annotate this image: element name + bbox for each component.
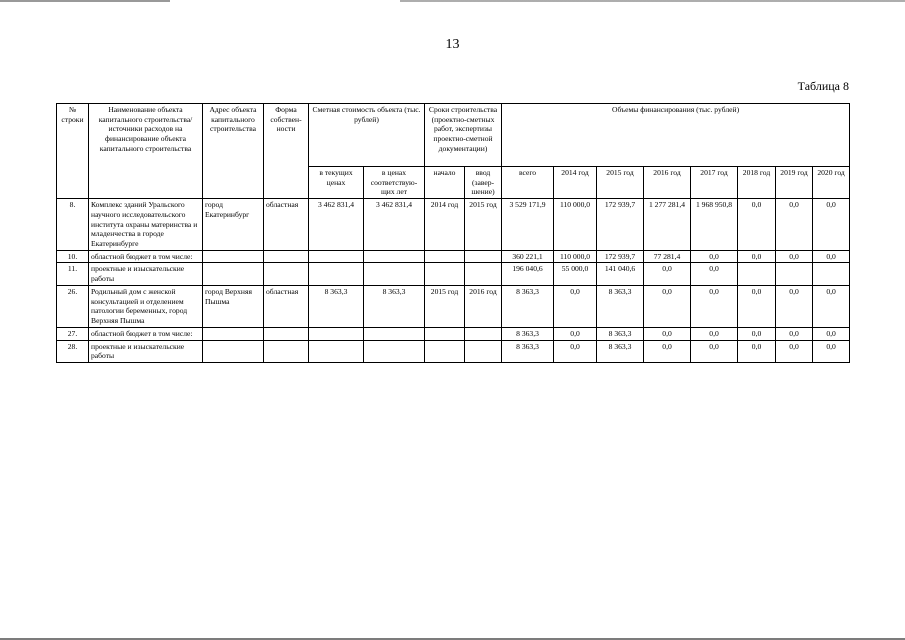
estimate-current [309,263,364,285]
header-estimate-years: в ценах соответствую-щих лет [364,167,425,199]
fin-2020: 0,0 [813,340,850,362]
fin-2019: 0,0 [776,285,813,327]
term-start [425,250,465,263]
fin-2016: 1 277 281,4 [644,199,691,251]
object-address: город Екатеринбург [203,199,264,251]
header-name: Наименование объекта капитального строительства/ источники расходов на финансирование объекта капитального строительства [89,104,203,199]
term-end: 2015 год [465,199,502,251]
header-financing: Объемы финансирования (тыс. рублей) [502,104,850,167]
fin-total: 196 040,6 [502,263,554,285]
fin-2019: 0,0 [776,340,813,362]
header-year-2015: 2015 год [597,167,644,199]
object-address [203,340,264,362]
fin-2018: 0,0 [738,327,776,340]
fin-2014: 55 000,0 [554,263,597,285]
header-year-2019: 2019 год [776,167,813,199]
estimate-current [309,327,364,340]
fin-2015: 172 939,7 [597,250,644,263]
header-address: Адрес объекта капитального строительства [203,104,264,199]
term-start [425,327,465,340]
fin-2015: 8 363,3 [597,327,644,340]
fin-2020: 0,0 [813,327,850,340]
header-estimate: Сметная стоимость объекта (тыс. рублей) [309,104,425,167]
term-end [465,327,502,340]
fin-2016: 0,0 [644,285,691,327]
estimate-current [309,250,364,263]
table-row [57,250,850,263]
ownership-form: областная [264,285,309,327]
fin-total: 8 363,3 [502,327,554,340]
ownership-form [264,250,309,263]
estimate-current [309,340,364,362]
row-number: 27. [57,327,89,340]
object-name: областной бюджет в том числе: [89,250,203,263]
row-number: 26. [57,285,89,327]
term-start [425,340,465,362]
table-row [57,199,850,251]
table-row [57,340,850,362]
estimate-years: 8 363,3 [364,285,425,327]
fin-2016: 0,0 [644,327,691,340]
object-address [203,327,264,340]
ownership-form [264,263,309,285]
term-end [465,263,502,285]
header-terms-start: начало [425,167,465,199]
fin-2015: 8 363,3 [597,340,644,362]
table-row [57,285,850,327]
header-year-2014: 2014 год [554,167,597,199]
fin-2014: 110 000,0 [554,199,597,251]
fin-total: 360 221,1 [502,250,554,263]
row-number: 28. [57,340,89,362]
object-name: проектные и изыскательские работы [89,340,203,362]
header-year-2017: 2017 год [691,167,738,199]
fin-2015: 8 363,3 [597,285,644,327]
header-year-2016: 2016 год [644,167,691,199]
header-ownership: Форма собствен-ности [264,104,309,199]
term-start [425,263,465,285]
fin-2017: 0,0 [691,340,738,362]
fin-2018: 0,0 [738,250,776,263]
header-row-num: № строки [57,104,89,199]
fin-total: 8 363,3 [502,285,554,327]
fin-2017: 0,0 [691,263,738,285]
row-number: 10. [57,250,89,263]
ownership-form: областная [264,199,309,251]
page-number: 13 [445,37,460,52]
fin-2014: 0,0 [554,327,597,340]
term-start: 2014 год [425,199,465,251]
fin-2017: 1 968 950,8 [691,199,738,251]
fin-2018: 0,0 [738,199,776,251]
fin-2016: 0,0 [644,340,691,362]
row-number: 8. [57,199,89,251]
fin-2017: 0,0 [691,250,738,263]
fin-2016: 77 281,4 [644,250,691,263]
fin-2017: 0,0 [691,285,738,327]
fin-total: 8 363,3 [502,340,554,362]
object-address [203,250,264,263]
estimate-years [364,327,425,340]
fin-2019: 0,0 [776,199,813,251]
table-row [57,263,850,285]
fin-2019 [776,263,813,285]
row-number: 11. [57,263,89,285]
object-name: Родильный дом с женской консультацией и отделением патологии беременных, город Верхняя Пышма [89,285,203,327]
fin-2014: 0,0 [554,285,597,327]
estimate-current: 3 462 831,4 [309,199,364,251]
estimate-years: 3 462 831,4 [364,199,425,251]
estimate-years [364,250,425,263]
ownership-form [264,327,309,340]
fin-2020: 0,0 [813,285,850,327]
object-name: проектные и изыскательские работы [89,263,203,285]
financing-table [56,103,850,363]
term-end [465,250,502,263]
fin-2017: 0,0 [691,327,738,340]
header-year-2018: 2018 год [738,167,776,199]
fin-2018: 0,0 [738,340,776,362]
ownership-form [264,340,309,362]
fin-2015: 141 040,6 [597,263,644,285]
estimate-years [364,340,425,362]
object-address: город Верхняя Пышма [203,285,264,327]
header-terms-end: ввод (завер-шение) [465,167,502,199]
fin-2019: 0,0 [776,327,813,340]
fin-2015: 172 939,7 [597,199,644,251]
fin-2014: 0,0 [554,340,597,362]
table-row [57,327,850,340]
fin-2020 [813,263,850,285]
fin-2020: 0,0 [813,199,850,251]
fin-2020: 0,0 [813,250,850,263]
fin-2016: 0,0 [644,263,691,285]
object-address [203,263,264,285]
header-terms: Сроки строительства (проектно-сметных работ, экспертизы проектно-сметной документации) [425,104,502,167]
scan-edge-top [0,0,905,2]
object-name: Комплекс зданий Уральского научного исследовательского института охраны материнства и младенчества в городе Екатеринбурге [89,199,203,251]
fin-2018: 0,0 [738,285,776,327]
fin-2018 [738,263,776,285]
estimate-years [364,263,425,285]
fin-2014: 110 000,0 [554,250,597,263]
fin-2019: 0,0 [776,250,813,263]
header-row-1 [57,104,850,167]
term-end: 2016 год [465,285,502,327]
object-name: областной бюджет в том числе: [89,327,203,340]
term-start: 2015 год [425,285,465,327]
term-end [465,340,502,362]
header-fin-total: всего [502,167,554,199]
fin-total: 3 529 171,9 [502,199,554,251]
header-estimate-current: в текущих ценах [309,167,364,199]
header-year-2020: 2020 год [813,167,850,199]
table-caption: Таблица 8 [797,79,849,93]
estimate-current: 8 363,3 [309,285,364,327]
